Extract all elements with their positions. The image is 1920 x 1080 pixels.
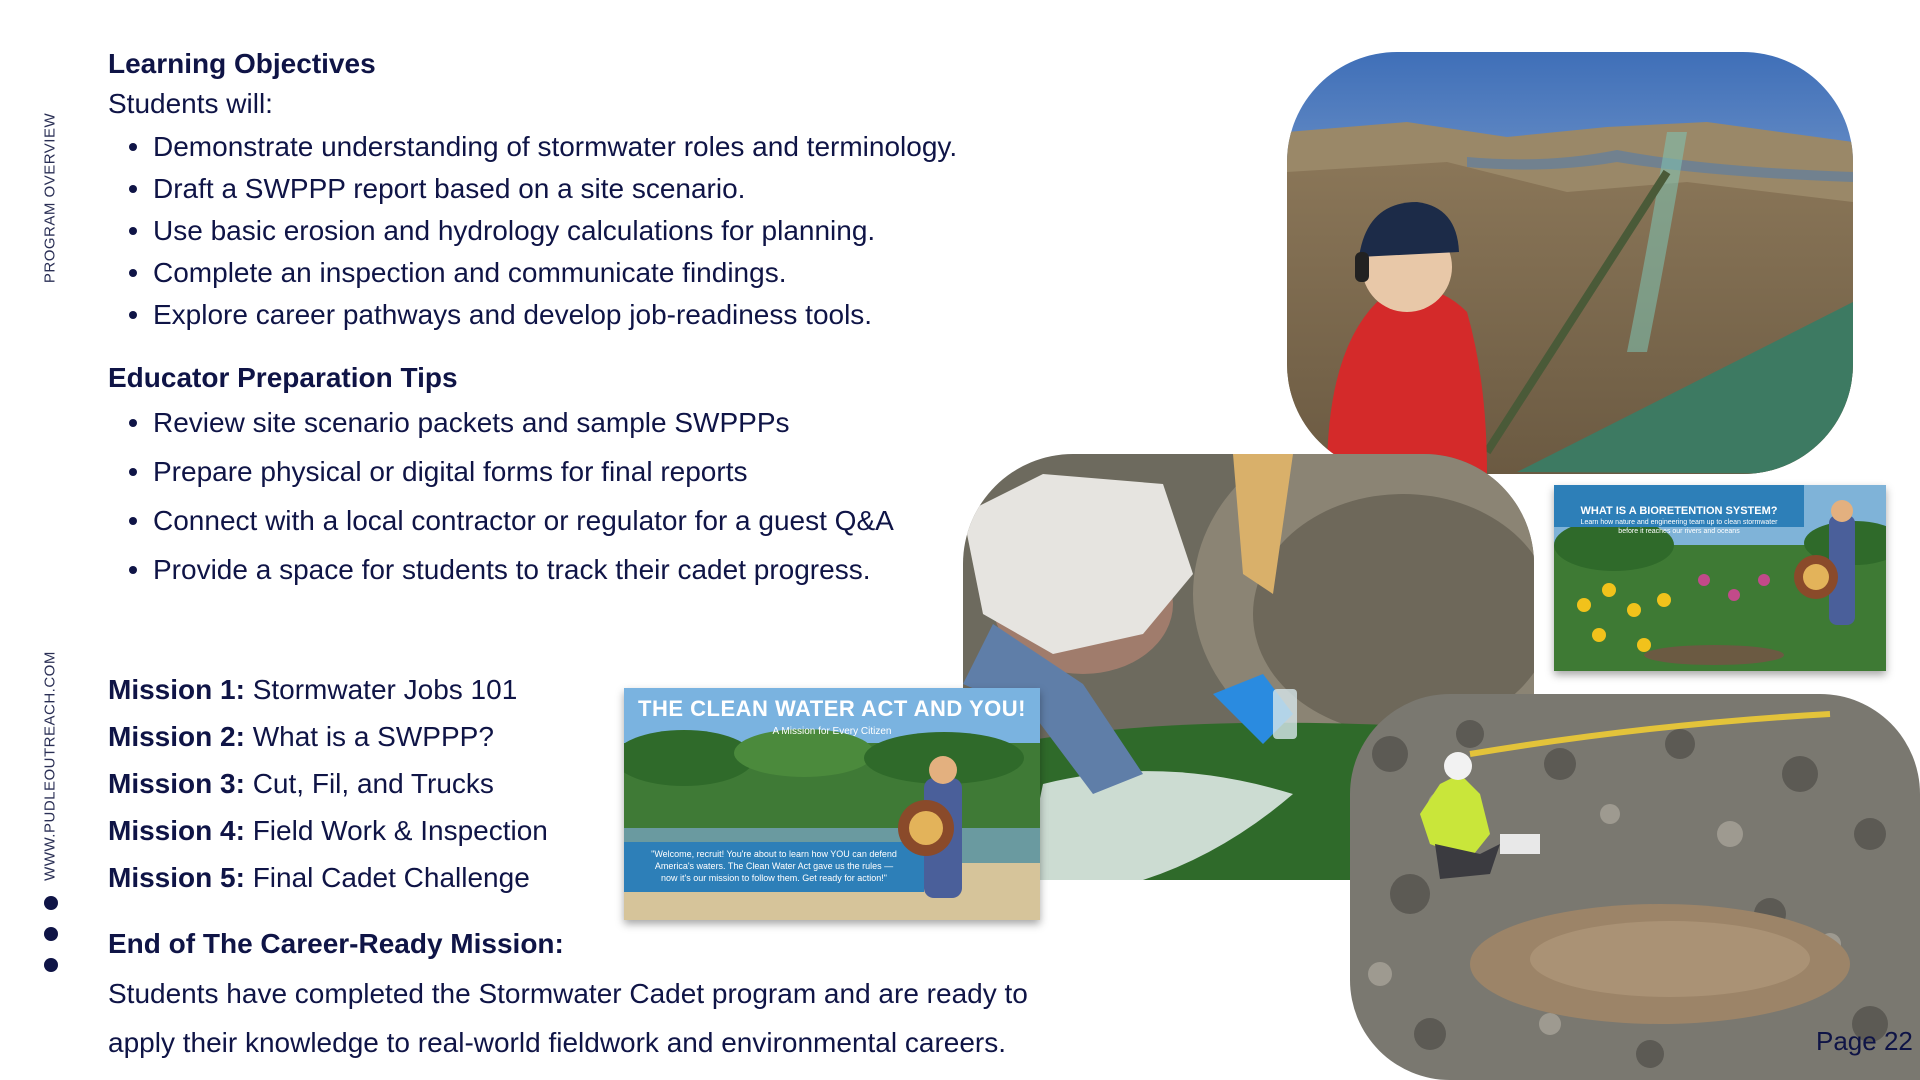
- mission-item: Mission 1: Stormwater Jobs 101: [108, 674, 518, 705]
- list-item: Draft a SWPPP report based on a site scenario.: [108, 168, 957, 210]
- dot-icon: [44, 927, 58, 941]
- clean-water-title: THE CLEAN WATER ACT AND YOU!: [638, 696, 1026, 721]
- bioretention-subtitle: Learn how nature and engineering team up to clean stormwater before it reaches our rivers and oceans: [1580, 519, 1778, 535]
- section-label: PROGRAM OVERVIEW: [41, 112, 59, 284]
- list-item: Complete an inspection and communicate findings.: [108, 252, 957, 294]
- mission-item: Mission 4: Field Work & Inspection: [108, 815, 548, 846]
- dot-icon: [44, 896, 58, 910]
- list-item: Prepare physical or digital forms for final reports: [108, 447, 894, 496]
- objectives-intro: Students will:: [108, 88, 273, 119]
- mission-item: Mission 3: Cut, Fil, and Trucks: [108, 768, 494, 799]
- clean-water-subtitle: A Mission for Every Citizen: [772, 726, 892, 737]
- missions-list: [108, 666, 548, 901]
- tips-heading: Educator Preparation Tips: [108, 362, 458, 393]
- list-item: Use basic erosion and hydrology calculations for planning.: [108, 210, 957, 252]
- dot-icon: [44, 958, 58, 972]
- list-item: Provide a space for students to track their cadet progress.: [108, 545, 894, 594]
- list-item: Explore career pathways and develop job-readiness tools.: [108, 294, 957, 336]
- hydroseeding-photo: [1287, 52, 1853, 474]
- clean-water-card: [624, 688, 1040, 920]
- list-item: Review site scenario packets and sample SWPPPs: [108, 398, 894, 447]
- mission-item: Mission 2: What is a SWPPP?: [108, 721, 494, 752]
- bioretention-card: [1554, 485, 1886, 671]
- ending-heading: End of The Career-Ready Mission:: [108, 928, 564, 959]
- page-dots: [44, 896, 58, 989]
- page-number: Page 22: [1816, 1026, 1913, 1056]
- list-item: Demonstrate understanding of stormwater roles and terminology.: [108, 126, 957, 168]
- bioretention-title: WHAT IS A BIORETENTION SYSTEM?: [1580, 505, 1778, 517]
- ending-line-2: apply their knowledge to real-world fieldwork and environmental careers.: [108, 1027, 1007, 1058]
- inspection-photo: [1350, 694, 1920, 1080]
- tips-list: [108, 398, 894, 594]
- clean-water-quote: "Welcome, recruit! You're about to learn how YOU can defend America's waters. The Clean Water Act gave us the rules — now it's our mission to follow them. Get ready for action!": [651, 849, 897, 883]
- objectives-heading: Learning Objectives: [108, 48, 376, 79]
- list-item: Connect with a local contractor or regulator for a guest Q&A: [108, 496, 894, 545]
- website-label: WWW.PUDLEOUTREACH.COM: [41, 651, 59, 881]
- mission-item: Mission 5: Final Cadet Challenge: [108, 862, 530, 893]
- objectives-list: [108, 126, 957, 336]
- ending-line-1: Students have completed the Stormwater Cadet program and are ready to: [108, 978, 1028, 1009]
